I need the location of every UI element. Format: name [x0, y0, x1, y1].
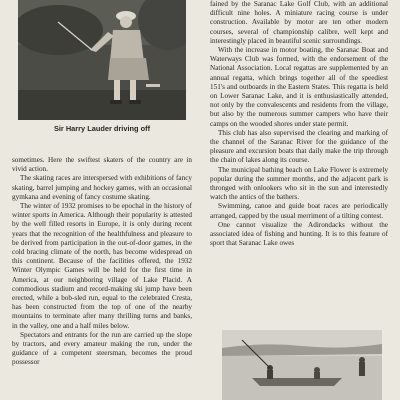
- left-paragraph: The winter of 1932 promises to be epochal in the history of winter sports in America. Although their popularity is attested by the well filled resorts in Europe, it is only during recent years that the recognition of the healthfulness and pleasure to be derived from participation in the out-of-door games, in the cold bracing climate of the north, has become widespread on this continent. Because of the facilities offered, the 1932 Winter Olympic Games will be held for the first time in America, at our neighboring village of Lake Placid. A commodious stadium and record-making ski jump have been erected, while a bob-sled run, equal to the celebrated Cresta, has been constructed from the top of one of the nearby mountains to terminate after many thrilling turns and banks, in the valley, one and a half miles below.: [12, 202, 192, 330]
- fishing-boat-illustration: [222, 330, 382, 400]
- right-paragraph: The municipal bathing beach on Lake Flower is extremely popular during the summer months, and the adjacent park is thronged with onlookers who sit in the sun and interestedly watch the antics of the bathers.: [210, 165, 388, 202]
- right-paragraph: With the increase in motor boating, the Saranac Boat and Waterways Club was formed, with the endorsement of the National Association. Local regattas are supplemented by an annual regatta, which brings together all of the speediest 151's and outboards in the Eastern States. This regatta is held on Lower Saranac Lake, and it is enthusiastically attended, not only by the convalescents and residents from the village, but also by the numerous summer campers who have their camps on the wooded shores under state permit.: [210, 46, 388, 128]
- left-paragraph: sometimes. Here the swiftest skaters of the country are in vivid action.: [12, 156, 192, 174]
- right-paragraph: fained by the Saranac Lake Golf Club, with an additional difficult nine holes. A miniature racing course is under construction. Available by motor are ten other modern courses, several of championship calibre, well kept and interestingly placed in beautiful scenic surroundings.: [210, 0, 388, 45]
- right-paragraph: One cannot visualize the Adirondacks without the associated idea of fishing and hunting. It is to this feature of sport that Saranac Lake owes: [210, 220, 388, 248]
- right-paragraph: Swimming, canoe and guide boat races are periodically arranged, capped by the usual merriment of a tilting contest.: [210, 202, 388, 220]
- boat-photo: [222, 330, 382, 400]
- right-paragraph: This club has also supervised the clearing and marking of the channel of the Saranac River for the guidance of the pleasure and excursion boats that daily make the trip through the chain of lakes along its course.: [210, 128, 388, 165]
- photo-caption: Sir Harry Lauder driving off: [53, 124, 151, 133]
- golfer-photo: [18, 0, 186, 120]
- right-column-text: [210, 0, 388, 248]
- left-paragraph: The skating races are interspersed with exhibitions of fancy skating, barrel jumping and hockey games, with an occasional gymkana and evening of fancy costume skating.: [12, 174, 192, 201]
- left-column-text: [12, 156, 192, 368]
- golfer-illustration: [18, 0, 186, 120]
- left-paragraph: Spectators and entrants for the run are carried up the slope by tractors, and every amateur making the run, under the guidance of a competent steersman, becomes the proud possessor: [12, 330, 192, 367]
